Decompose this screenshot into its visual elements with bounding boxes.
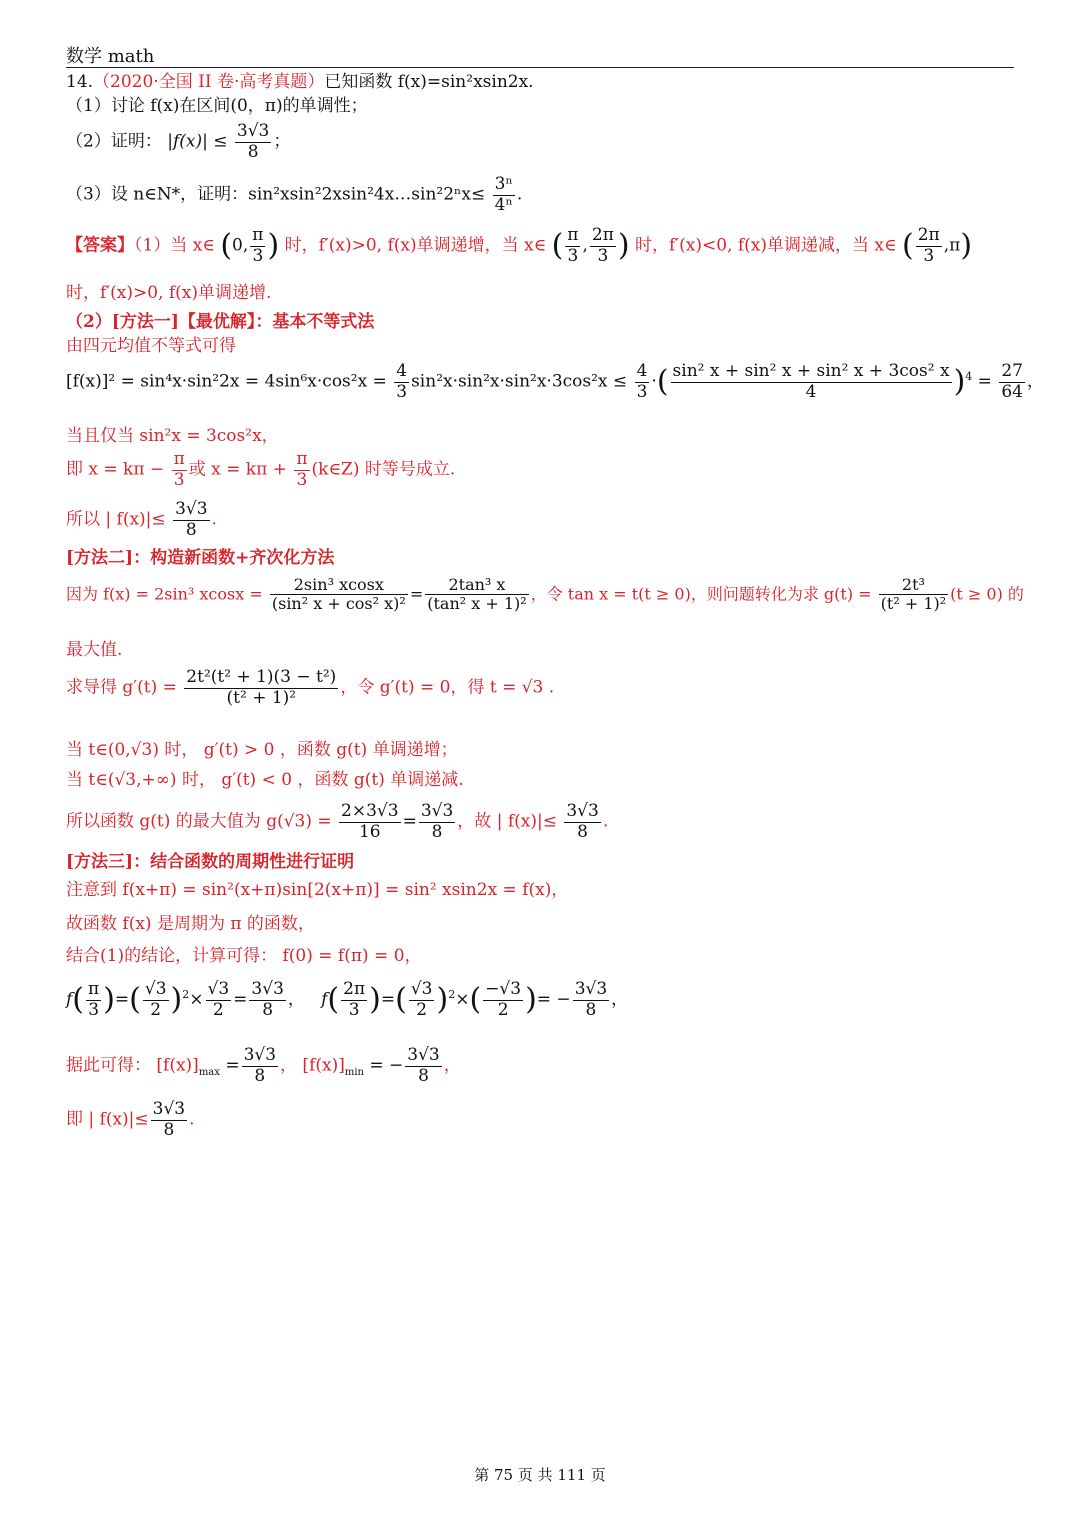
fraction: $\frac{3√3}{8}$ bbox=[420, 801, 454, 842]
fraction: $\frac{\pi}{3}$ bbox=[173, 449, 185, 490]
method2-increasing: 当 t∈(0,√3) 时， g′(t) > 0 ，函数 g(t) 单调递增； bbox=[66, 740, 458, 760]
fraction: $\frac{3√3}{8}$ bbox=[566, 801, 599, 842]
fraction: $\frac{\pi}{3}$ bbox=[567, 225, 579, 266]
fraction: $\frac{\text{sin² x + sin² x + sin² x + 3cos² x}}{4}$ bbox=[672, 361, 950, 402]
fraction: $\frac{\text{2tan³ x}}{\text{(tan² x + 1)²}}$ bbox=[427, 575, 527, 614]
fraction: $\frac{√3}{2}$ bbox=[144, 979, 167, 1020]
method3-line3: 结合(1)的结论，计算可得： f(0) = f(π) = 0， bbox=[66, 946, 422, 966]
method3-values: f( $\frac{\pi}{3}$ )=( $\frac{√3}{2}$ )$^2$× $\frac{√3}{2}$ = $\frac{3√3}{8}$ ， f( $\frac{2\pi}{3}$ )=( $\frac{√3}{2}$ )$^2$×( $\frac{-√3}{2}$ )= − $\frac{3√3}{8}$ ， bbox=[66, 979, 629, 1020]
fraction: $\frac{3√3}{8}$ bbox=[243, 1045, 277, 1086]
method1-conclusion: 所以 | f(x)|≤ $\frac{3√3}{8}$ . bbox=[66, 499, 217, 540]
part2-expr: |f(x)| ≤ bbox=[167, 131, 228, 152]
fraction: $\frac{3√3}{8}$ bbox=[251, 979, 284, 1020]
method1-cond1: 当且仅当 sin²x = 3cos²x， bbox=[66, 426, 279, 446]
fraction: $\frac{-√3}{2}$ bbox=[485, 979, 522, 1020]
fraction: $\frac{3√3}{8}$ bbox=[152, 1099, 186, 1140]
header-rule bbox=[66, 67, 1014, 68]
answer-tag: 【答案】 bbox=[66, 235, 134, 256]
problem-number: 14. bbox=[66, 72, 94, 92]
fraction: $\frac{3√3}{8}$ bbox=[175, 499, 208, 540]
fraction: $\frac{\pi}{3}$ bbox=[296, 449, 308, 490]
method3-line1: 注意到 f(x+π) = sin²(x+π)sin[2(x+π)] = sin² xsin2x = f(x)， bbox=[66, 880, 569, 900]
problem-stem-line bbox=[66, 72, 534, 92]
header-title: 数学 math bbox=[66, 46, 155, 67]
fraction: $\frac{\text{3ⁿ}}{\text{4ⁿ}}$ bbox=[494, 174, 513, 215]
fraction: $\frac{2\times 3√3}{16}$ bbox=[341, 801, 399, 842]
fraction: $\frac{4}{3}$ bbox=[636, 361, 648, 402]
method1-title: （2）[方法一]【最优解】：基本不等式法 bbox=[66, 312, 375, 332]
method1-cond2: 即 x = kπ − $\frac{\pi}{3}$ 或 x = kπ + $\frac{\pi}{3}$ (k∈Z) 时等号成立. bbox=[66, 449, 456, 490]
part2-label: （2）证明： bbox=[66, 131, 162, 152]
fraction: $\frac{4}{3}$ bbox=[396, 361, 408, 402]
fraction: $\frac{\pi}{3}$ bbox=[88, 979, 100, 1020]
method2-line2: 最大值. bbox=[66, 640, 123, 660]
page-number: 第 75 页 共 111 页 bbox=[474, 1466, 606, 1484]
problem-source: （2020·全国 II 卷·高考真题） bbox=[93, 72, 325, 92]
problem-part2: （2）证明： |f(x)| ≤ $\frac{3√3}{8}$ ； bbox=[66, 121, 291, 162]
method3-title: [方法三]：结合函数的周期性进行证明 bbox=[66, 852, 355, 872]
fraction: $\frac{2\pi}{3}$ bbox=[343, 979, 366, 1020]
fraction: $\frac{\text{2t³}}{\text{(t² + 1)²}}$ bbox=[880, 575, 947, 614]
problem-part1: （1）讨论 f(x)在区间(0，π)的单调性； bbox=[66, 96, 368, 116]
method2-title: [方法二]：构造新函数+齐次化方法 bbox=[66, 548, 335, 568]
fraction: $\frac{3√3}{8}$ bbox=[236, 121, 270, 162]
method2-max: 所以函数 g(t) 的最大值为 g(√3) = $\frac{2\times 3√3}{16}$ = $\frac{3√3}{8}$ ，故 | f(x)|≤ $\frac{3√3}{8}$ . bbox=[66, 801, 609, 842]
fraction: $\frac{3√3}{8}$ bbox=[574, 979, 608, 1020]
method2-decreasing: 当 t∈(√3,+∞) 时， g′(t) < 0 ，函数 g(t) 单调递减. bbox=[66, 770, 464, 790]
method1-equation: [f(x)]² = sin⁴x·sin²2x = 4sin⁶x·cos²x = $\frac{4}{3}$ sin²x·sin²x·sin²x·3cos²x ≤ $\frac{4}{3}$ ·( $\frac{\text{sin² x + sin² x + sin² x + 3cos² x}}{4}$ )$^4$ = $\frac{27}{64}$ ， bbox=[66, 361, 1044, 402]
answer-line1: 【答案】（1）当 x∈ (0, $\frac{\pi}{3}$ ) 时，f′(x)>0, f(x)单调递增，当 x∈ ( $\frac{\pi}{3}$ , $\frac{2\pi}{3}$ ) 时，f′(x)<0, f(x)单调递减，当 x∈ ( $\frac{2\pi}{3}$ ,π) bbox=[66, 225, 973, 266]
fraction: $\frac{√3}{2}$ bbox=[410, 979, 433, 1020]
method3-extrema: 据此可得： $[f(x)]_{max}$ = $\frac{3√3}{8}$ ， $[f(x)]_{min}$ = − $\frac{3√3}{8}$ ， bbox=[66, 1045, 461, 1086]
fraction: $\frac{√3}{2}$ bbox=[207, 979, 230, 1020]
answer-line2: 时，f′(x)>0, f(x)单调递增. bbox=[66, 283, 272, 303]
fraction: $\frac{\text{2sin³ xcosx}}{\text{(sin² x + cos² x)²}}$ bbox=[271, 575, 406, 614]
fraction: $\frac{3√3}{8}$ bbox=[407, 1045, 440, 1086]
fraction: $\frac{2\pi}{3}$ bbox=[591, 225, 614, 266]
method2-line1: 因为 f(x) = 2sin³ xcosx = $\frac{\text{2sin³ xcosx}}{\text{(sin² x + cos² x)²}}$ = $\frac{\text{2tan³ x}}{\text{(tan² x + 1)²}}$ ，令 tan x = t(t ≥ 0)，则问题转化为求 g(t) = $\frac{\text{2t³}}{\text{(t² + 1)²}}$ (t ≥ 0) 的 bbox=[66, 575, 1024, 614]
fraction: $\frac{27}{64}$ bbox=[1001, 361, 1023, 402]
problem-part3: （3）设 n∈N*，证明：sin²xsin²2xsin²4x…sin²2ⁿx≤ $\frac{\text{3ⁿ}}{\text{4ⁿ}}$ . bbox=[66, 174, 523, 215]
fraction: $\frac{\pi}{3}$ bbox=[252, 225, 264, 266]
fraction: $\frac{\text{2t²(t² + 1)(3 − t²)}}{\text{(t² + 1)²}}$ bbox=[186, 667, 337, 708]
problem-stem: 已知函数 f(x)=sin²xsin2x. bbox=[324, 72, 534, 92]
method2-derivative: 求导得 g′(t) = $\frac{\text{2t²(t² + 1)(3 − t²)}}{\text{(t² + 1)²}}$ ，令 g′(t) = 0，得 t = √3 . bbox=[66, 667, 555, 708]
method1-intro: 由四元均值不等式可得 bbox=[66, 336, 236, 356]
method3-final: 即 | f(x)|≤ $\frac{3√3}{8}$ . bbox=[66, 1099, 195, 1140]
part3-label: （3）设 n∈N*，证明：sin²xsin²2xsin²4x…sin²2ⁿx≤ bbox=[66, 184, 486, 205]
method3-line2: 故函数 f(x) 是周期为 π 的函数， bbox=[66, 914, 315, 934]
fraction: $\frac{2\pi}{3}$ bbox=[917, 225, 940, 266]
